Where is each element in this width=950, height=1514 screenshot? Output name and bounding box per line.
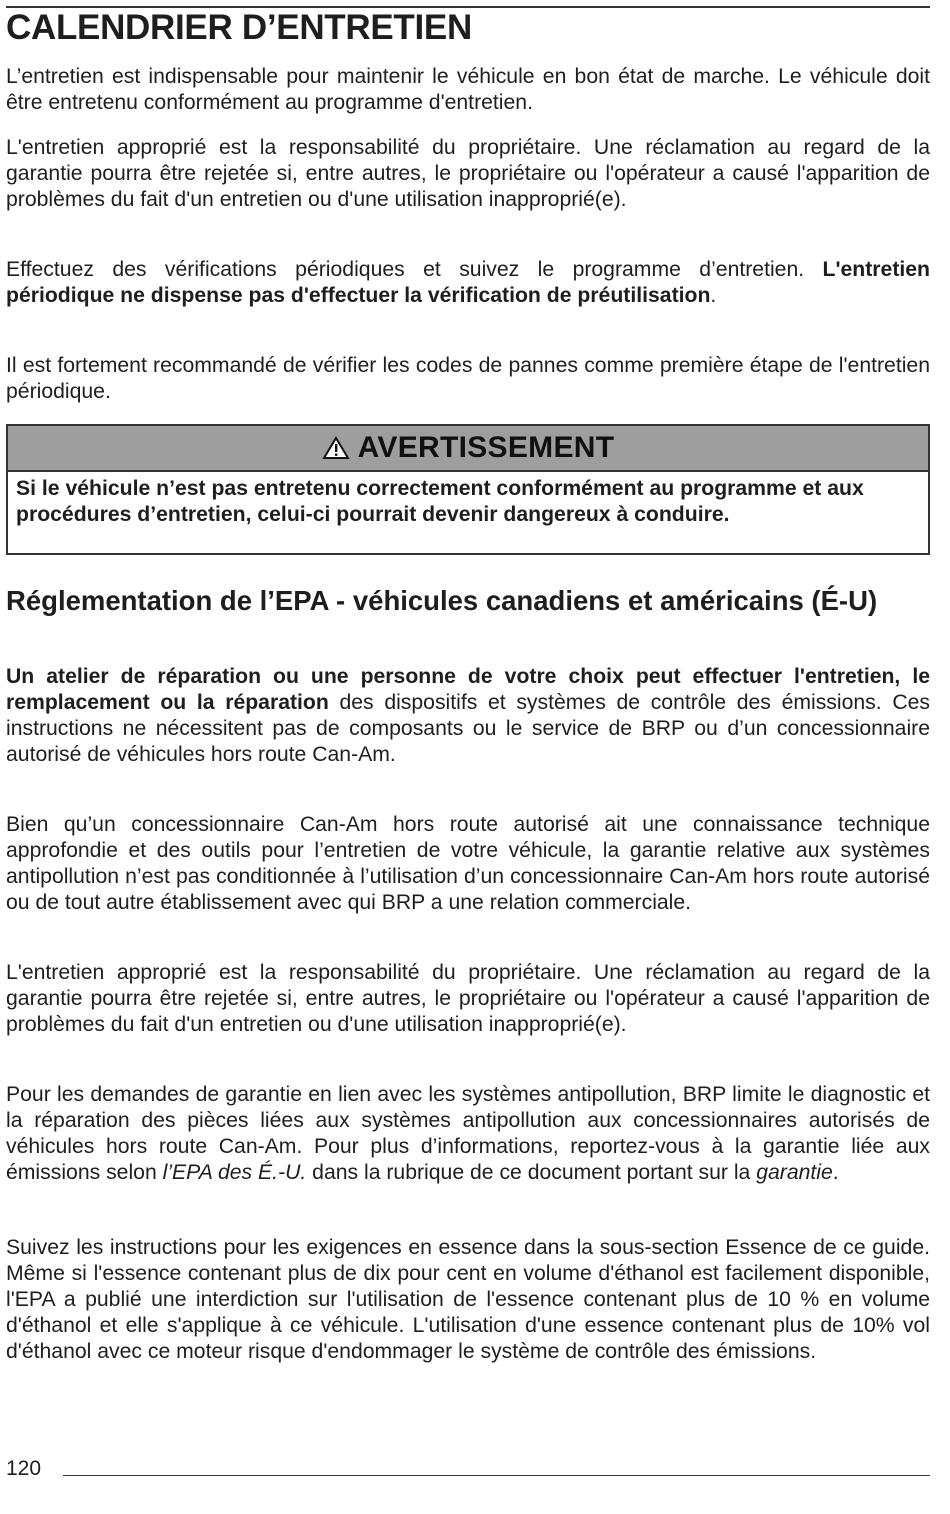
paragraph-responsibility: L'entretien approprié est la responsabilité du propriétaire. Une réclamation au regard de la garantie pourra être rejetée si, entre autres, le propriétaire ou l'opérateur a causé l'apparition de problèmes du fait d'un entretien ou d'une utilisation inapproprié(e). <box>6 136 930 211</box>
paragraph-dealer: Bien qu’un concessionnaire Can-Am hors route autorisé ait une connaissance technique approfondie et des outils pour l’entretien de votre véhicule, la garantie relative aux systèmes antipollution n’est pas conditionnée à l’utilisation d’un concessionnaire Can-Am hors route autorisé ou de tout autre établissement avec qui BRP a une relation commerciale. <box>6 813 930 914</box>
paragraph-fuel: Suivez les instructions pour les exigences en essence dans la sous-section Essence de ce guide. Même si l'essence contenant plus de dix pour cent en volume d'éthanol est facilement disponible, l'EPA a publié une interdiction sur l'utilisation de l'essence contenant plus de 10 % en volume d'éthanol et elle s'applique à ce véhicule. L'utilisation d'une essence contenant plus de 10% vol d'éthanol avec ce moteur risque d'endommager le système de contrôle des émissions. <box>6 1236 930 1363</box>
periodic-checks-text: Effectuez des vérifications périodiques et suivez le programme d’entretien. <box>6 258 823 281</box>
periodic-checks-end: . <box>710 284 717 307</box>
warning-box <box>6 424 930 555</box>
paragraph-owner-responsibility: L'entretien approprié est la responsabilité du propriétaire. Une réclamation au regard de la garantie pourra être rejetée si, entre autres, le propriétaire ou l'opérateur a causé l'apparition de problèmes du fait d'un entretien ou d'une utilisation inapproprié(e). <box>6 961 930 1036</box>
paragraph-intro: L’entretien est indispensable pour maintenir le véhicule en bon état de marche. Le véhicule doit être entretenu conformément au programme d'entretien. <box>6 65 930 114</box>
warranty-text-1: Pour les demandes de garantie en lien avec les systèmes antipollution, BRP limite le diagnostic et la réparation des pièces liées aux systèmes antipollution aux concessionnaires autorisés de véhicules hors route Can-Am. Pour plus d’informations, reportez-vous à la garantie liée aux émissions selon <box>6 1083 930 1184</box>
footer-rule <box>63 1475 930 1476</box>
paragraph-repair-shop <box>6 664 930 768</box>
paragraph-warranty-claims <box>6 1082 930 1186</box>
section-title: Réglementation de l’EPA - véhicules canadiens et américains (É-U) <box>6 585 878 616</box>
warranty-italic-garantie: garantie <box>756 1161 833 1184</box>
page-number: 120 <box>6 1457 42 1480</box>
periodic-checks-bold: L'entretien périodique ne dispense pas d'effectuer la vérification de préutilisation <box>6 258 930 307</box>
page-title: CALENDRIER D’ENTRETIEN <box>6 8 472 47</box>
warranty-text-2: dans la rubrique de ce document portant sur la <box>306 1161 757 1184</box>
paragraph-fault-codes: Il est fortement recommandé de vérifier les codes de pannes comme première étape de l'entretien périodique. <box>6 354 930 403</box>
warning-title: AVERTISSEMENT <box>357 431 615 464</box>
warning-triangle-icon <box>322 436 350 460</box>
paragraph-periodic-checks <box>6 257 930 309</box>
repair-shop-bold: Un atelier de réparation ou une personne de votre choix peut effectuer l'entretien, le remplacement ou la réparation <box>6 665 930 714</box>
warning-header <box>8 426 928 472</box>
repair-shop-text: des dispositifs et systèmes de contrôle des émissions. Ces instructions ne nécessitent pas de composants ou le service de BRP ou d’un concessionnaire autorisé de véhicules hors route Can-Am. <box>6 691 930 766</box>
warranty-italic-epa: l’EPA des É.-U. <box>162 1161 307 1184</box>
warranty-end: . <box>832 1161 839 1184</box>
warning-text: Si le véhicule n’est pas entretenu correctement conformément au programme et aux procédures d’entretien, celui-ci pourrait devenir dangereux à conduire. <box>16 477 864 526</box>
